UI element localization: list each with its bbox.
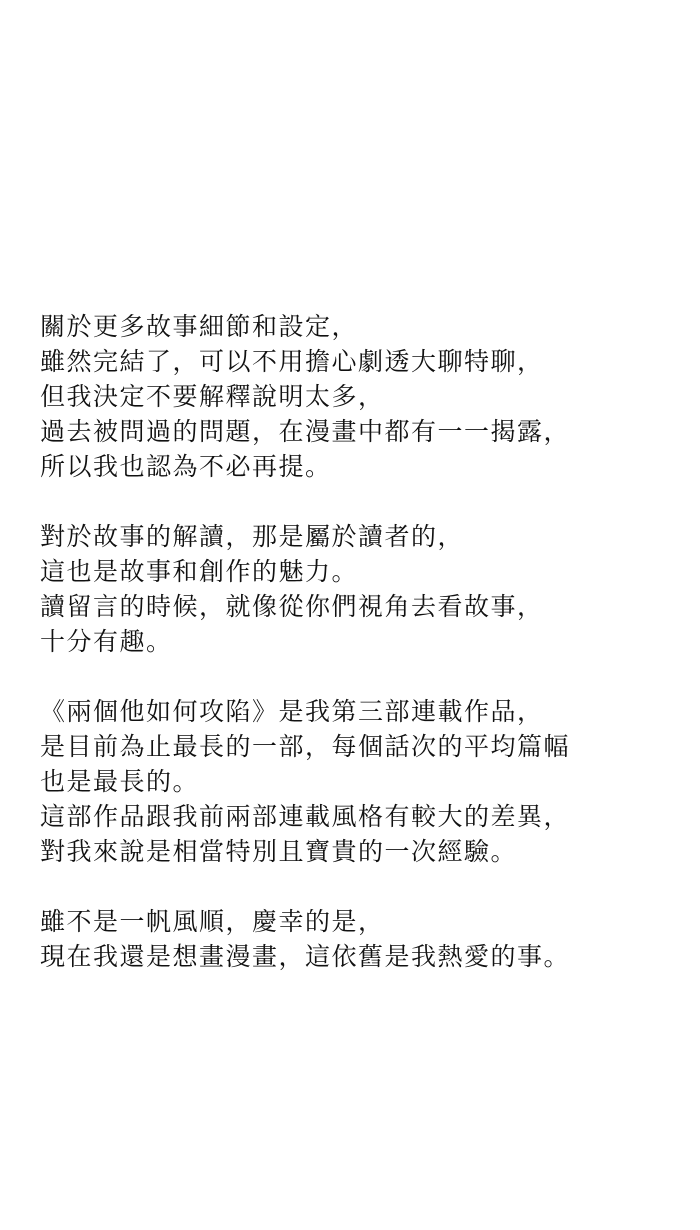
paragraph-3 — [40, 694, 680, 869]
text-line: 十分有趣。 — [40, 627, 173, 656]
text-line: 雖不是一帆風順，慶幸的是， — [40, 907, 385, 936]
paragraph-4 — [40, 904, 680, 974]
text-line: 現在我還是想畫漫畫，這依舊是我熱愛的事。 — [40, 942, 571, 971]
paragraph-2 — [40, 519, 680, 659]
text-line: 《兩個他如何攻陷》是我第三部連載作品， — [40, 697, 544, 726]
paragraph-1 — [40, 309, 680, 484]
text-line: 是目前為止最長的一部，每個話次的平均篇幅 — [40, 732, 571, 761]
text-line: 雖然完結了，可以不用擔心劇透大聊特聊， — [40, 347, 544, 376]
text-line: 這也是故事和創作的魅力。 — [40, 557, 359, 586]
text-line: 但我決定不要解釋說明太多， — [40, 382, 385, 411]
text-line: 對於故事的解讀，那是屬於讀者的， — [40, 522, 465, 551]
text-line: 過去被問過的問題，在漫畫中都有一一揭露， — [40, 417, 571, 446]
afterword-text — [40, 309, 680, 1009]
text-line: 所以我也認為不必再提。 — [40, 452, 332, 481]
text-line: 對我來說是相當特別且寶貴的一次經驗。 — [40, 837, 518, 866]
text-line: 也是最長的。 — [40, 767, 200, 796]
text-line: 這部作品跟我前兩部連載風格有較大的差異， — [40, 802, 571, 831]
text-line: 關於更多故事細節和設定， — [40, 312, 359, 341]
text-line: 讀留言的時候，就像從你們視角去看故事， — [40, 592, 544, 621]
